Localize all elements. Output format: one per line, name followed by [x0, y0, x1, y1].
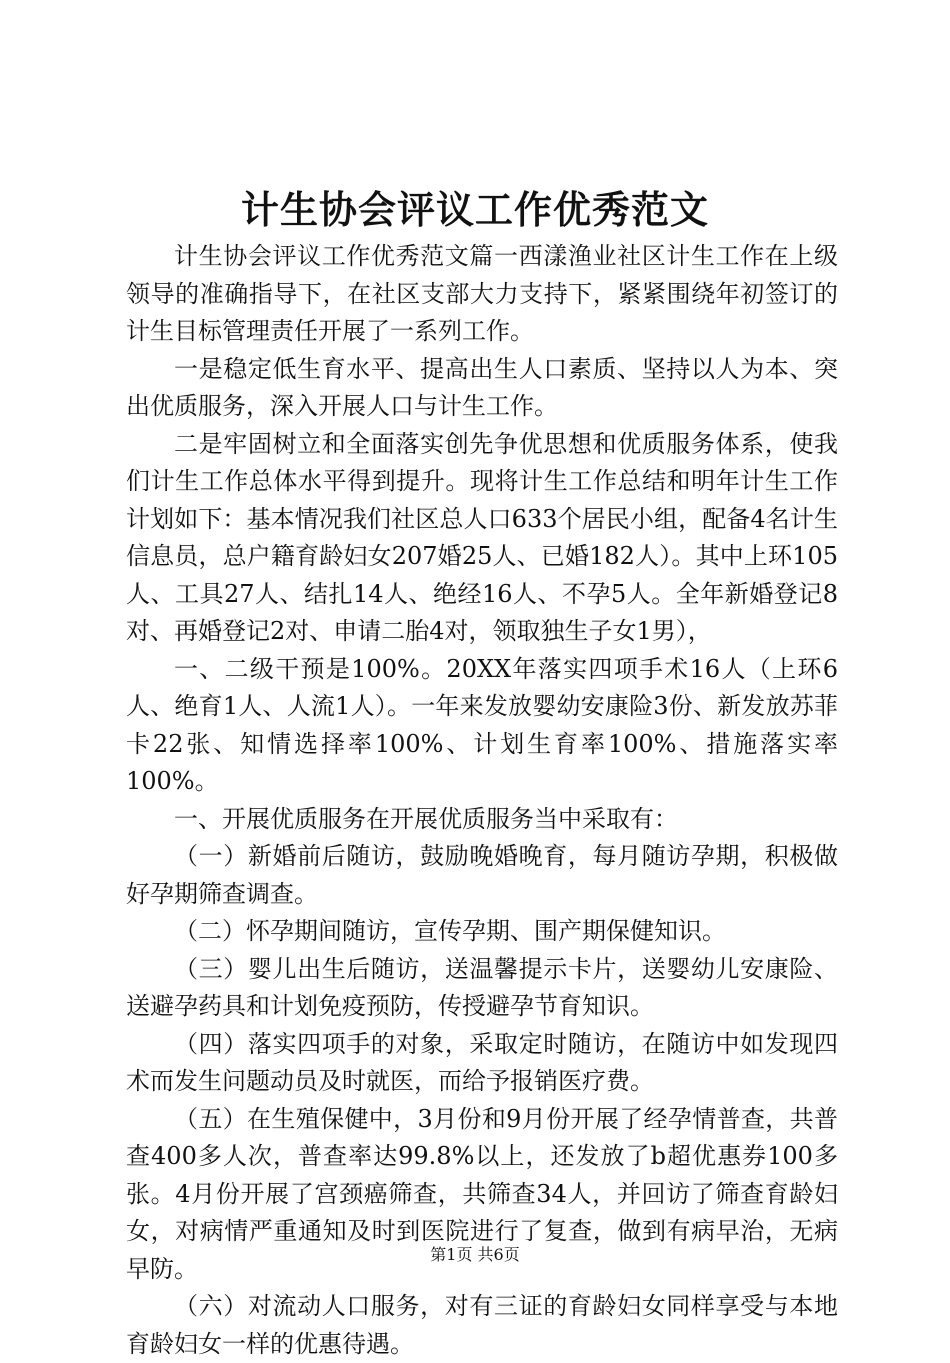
paragraph: 二是牢固树立和全面落实创先争优思想和优质服务体系，使我们计生工作总体水平得到提升。现将计生工作总结和明年计生工作计划如下：基本情况我们社区总人口633个居民小组，配备4名计生信息员，总户籍育龄妇女207婚25人、已婚182人）。其中上环105人、工具27人、结扎14人、绝经16人、不孕5人。全年新婚登记8对、再婚登记2对、申请二胎4对，领取独生子女1男）， — [126, 429, 838, 645]
paragraph: 计生协会评议工作优秀范文篇一西漾渔业社区计生工作在上级领导的准确指导下，在社区支部大力支持下，紧紧围绕年初签订的计生目标管理责任开展了一系列工作。 — [126, 242, 838, 345]
paragraph: （四）落实四项手的对象，采取定时随访，在随访中如发现四术而发生问题动员及时就医，而给予报销医疗费。 — [126, 1029, 838, 1095]
paragraph: （三）婴儿出生后随访，送温馨提示卡片，送婴幼儿安康险、送避孕药具和计划免疫预防，传授避孕节育知识。 — [126, 954, 838, 1020]
paragraph: （五）在生殖保健中，3月份和9月份开展了经孕情普查，共普查400多人次，普查率达99.8%以上，还发放了b超优惠券100多张。4月份开展了宫颈癌筛查，共筛查34人，并回访了筛查育龄妇女，对病情严重通知及时到医院进行了复查，做到有病早治，无病早防。 — [126, 1104, 838, 1283]
paragraph: （六）对流动人口服务，对有三证的育龄妇女同样享受与本地育龄妇女一样的优惠待遇。 — [126, 1292, 838, 1358]
paragraph: 一、二级干预是100%。20XX年落实四项手术16人（上环6人、绝育1人、人流1人）。一年来发放婴幼安康险3份、新发放苏菲卡22张、知情选择率100%、计划生育率100%、措施落实率100%。 — [126, 654, 838, 795]
paragraph: 一是稳定低生育水平、提高出生人口素质、坚持以人为本、突出优质服务，深入开展人口与计生工作。 — [126, 354, 838, 420]
paragraph: （一）新婚前后随访，鼓励晚婚晚育，每月随访孕期，积极做好孕期筛查调查。 — [126, 842, 838, 908]
paragraph: 一、开展优质服务在开展优质服务当中采取有： — [174, 804, 678, 833]
paragraph: （二）怀孕期间随访，宣传孕期、围产期保健知识。 — [174, 917, 726, 945]
document-title: 计生协会评议工作优秀范文 — [240, 187, 709, 232]
page-number-footer: 第1页 共6页 — [430, 1245, 520, 1264]
document-body — [126, 238, 838, 1363]
